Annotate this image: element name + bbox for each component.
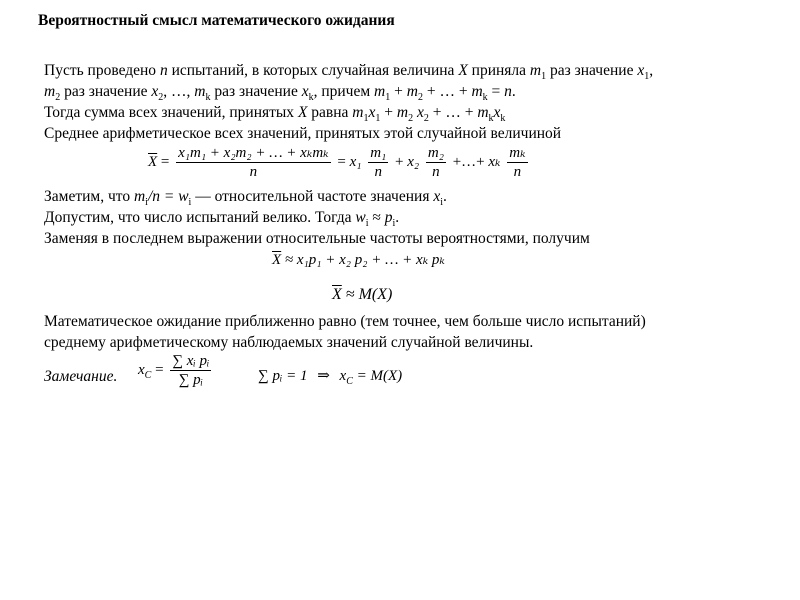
text: . bbox=[443, 188, 447, 205]
subscript: k bbox=[482, 92, 488, 104]
subscript: 1 bbox=[644, 71, 650, 83]
var-m: m bbox=[194, 83, 206, 100]
paragraph-8a: Математическое ожидание приближенно равно (тем точнее, чем больше число испытаний) bbox=[44, 313, 646, 330]
text: Заметим, что bbox=[44, 188, 134, 205]
numerator: m₁ bbox=[370, 145, 387, 161]
text: приняла bbox=[467, 62, 530, 79]
var-m: m bbox=[352, 104, 364, 121]
text: Тогда сумма всех значений, принятых bbox=[44, 104, 298, 121]
subscript: k bbox=[500, 113, 506, 125]
var-m: m bbox=[133, 188, 146, 205]
var-m: m bbox=[529, 62, 542, 79]
var-X: X bbox=[297, 104, 308, 121]
formula-condition bbox=[258, 366, 402, 387]
var-x: x bbox=[637, 62, 645, 79]
text: + bbox=[390, 83, 407, 100]
plus-sign: +…+ bbox=[452, 153, 485, 170]
paragraph-4: Среднее арифметическое всех значений, принятых этой случайной величиной bbox=[44, 125, 562, 142]
expression: ≈ M(X) bbox=[341, 286, 393, 303]
subscript: 2 bbox=[158, 92, 164, 104]
text: + bbox=[380, 104, 397, 121]
denominator: n bbox=[513, 164, 522, 180]
text: Допустим, что число испытаний велико. Тогда bbox=[44, 209, 356, 226]
var-x: x bbox=[368, 104, 376, 121]
mean-symbol: $\overline{X}$ bbox=[148, 153, 158, 170]
var-p: p bbox=[384, 209, 393, 226]
fraction bbox=[426, 144, 446, 181]
subscript: k bbox=[488, 113, 494, 125]
text: ≈ bbox=[368, 209, 385, 226]
numerator: mₖ bbox=[509, 145, 526, 161]
term: xₖ bbox=[488, 153, 501, 170]
equals-sign: = bbox=[337, 153, 346, 170]
var-x: x bbox=[301, 83, 309, 100]
subscript: 1 bbox=[363, 113, 369, 125]
subscript: C bbox=[346, 376, 353, 387]
subscript: 2 bbox=[417, 92, 423, 104]
subscript: 2 bbox=[55, 92, 61, 104]
subscript: i bbox=[365, 218, 369, 230]
subscript: 1 bbox=[375, 113, 381, 125]
subscript: k bbox=[308, 92, 314, 104]
var-x: x bbox=[151, 83, 159, 100]
term: x₂ bbox=[407, 153, 420, 170]
var-x: x bbox=[339, 368, 347, 384]
text: + … + bbox=[422, 83, 472, 100]
formula-approx-expectation bbox=[332, 286, 392, 304]
page-title: Вероятностный смысл математического ожидания bbox=[38, 12, 395, 29]
numerator: x₁m₁ + x₂m₂ + … + xₖmₖ bbox=[178, 145, 329, 161]
paragraph-7: Заменяя в последнем выражении относительные частоты вероятностями, получим bbox=[44, 230, 590, 247]
text: раз значение bbox=[546, 62, 638, 79]
fraction bbox=[507, 144, 527, 181]
expression: ≈ x₁p₁ + x₂ p₂ + … + xₖ pₖ bbox=[281, 252, 445, 268]
var-x: x bbox=[138, 361, 145, 378]
subscript: C bbox=[144, 369, 152, 381]
fraction bbox=[170, 352, 211, 389]
text: равна bbox=[307, 104, 353, 121]
mean-symbol: $\overline{X}$ bbox=[332, 286, 342, 303]
var-m: m bbox=[477, 104, 489, 121]
var-w: /n = w bbox=[147, 188, 189, 205]
var-m: m bbox=[44, 83, 56, 100]
term: x₁ bbox=[349, 153, 362, 170]
subscript: k bbox=[205, 92, 211, 104]
denominator: n bbox=[249, 164, 258, 180]
equals-sign: = bbox=[155, 361, 164, 378]
var-x: x bbox=[493, 104, 501, 121]
fraction bbox=[176, 144, 330, 181]
formula-center bbox=[138, 352, 214, 389]
var-m: m bbox=[396, 104, 409, 121]
subscript: 1 bbox=[385, 92, 391, 104]
text: , bbox=[649, 62, 654, 79]
text: + … + bbox=[428, 104, 478, 121]
numerator: m₂ bbox=[427, 145, 444, 161]
var-X: X bbox=[458, 62, 468, 79]
mean-symbol: $\overline{X}$ bbox=[272, 252, 282, 268]
equals-sign: = bbox=[160, 153, 170, 170]
var-m: m bbox=[374, 83, 386, 100]
subscript: i bbox=[440, 197, 443, 209]
text: . bbox=[511, 83, 516, 100]
fraction bbox=[368, 144, 388, 181]
text: раз значение bbox=[210, 83, 302, 100]
text: , причем bbox=[313, 83, 375, 100]
text: = bbox=[487, 83, 505, 100]
subscript: 1 bbox=[541, 71, 547, 83]
denominator: n bbox=[432, 164, 440, 180]
formula-approx-sum bbox=[272, 250, 445, 269]
subscript: i bbox=[392, 218, 396, 230]
var-n: n bbox=[504, 83, 512, 100]
var-x: x bbox=[433, 188, 441, 205]
text: — относительной частоте значения bbox=[191, 188, 434, 205]
subscript: 2 bbox=[423, 113, 429, 125]
subscript: i bbox=[145, 197, 148, 209]
text: . bbox=[395, 209, 400, 226]
var-n: n bbox=[159, 62, 168, 79]
denominator: n bbox=[374, 164, 382, 180]
var-m: m bbox=[406, 83, 418, 100]
condition: ∑ pᵢ = 1 bbox=[258, 368, 308, 384]
remark-label: Замечание. bbox=[44, 368, 118, 385]
formula-mean bbox=[148, 144, 531, 181]
text: испытаний, в которых случайная величина bbox=[167, 62, 459, 79]
denominator: ∑ pᵢ bbox=[178, 372, 204, 388]
text: Пусть проведено bbox=[44, 62, 160, 79]
var-m: m bbox=[471, 83, 483, 100]
var-x: x bbox=[413, 104, 424, 121]
subscript: 2 bbox=[408, 113, 414, 125]
text: раз значение bbox=[60, 83, 152, 100]
var-w: w bbox=[355, 209, 366, 226]
expression: = M(X) bbox=[352, 368, 403, 384]
paragraph-8b: среднему арифметическому наблюдаемых значений случайной величины. bbox=[44, 334, 534, 351]
numerator: ∑ xᵢ pᵢ bbox=[172, 353, 210, 369]
plus-sign: + bbox=[395, 153, 404, 170]
text: , …, bbox=[163, 83, 195, 100]
subscript: i bbox=[188, 197, 192, 209]
implies-icon: ⇒ bbox=[317, 368, 330, 384]
